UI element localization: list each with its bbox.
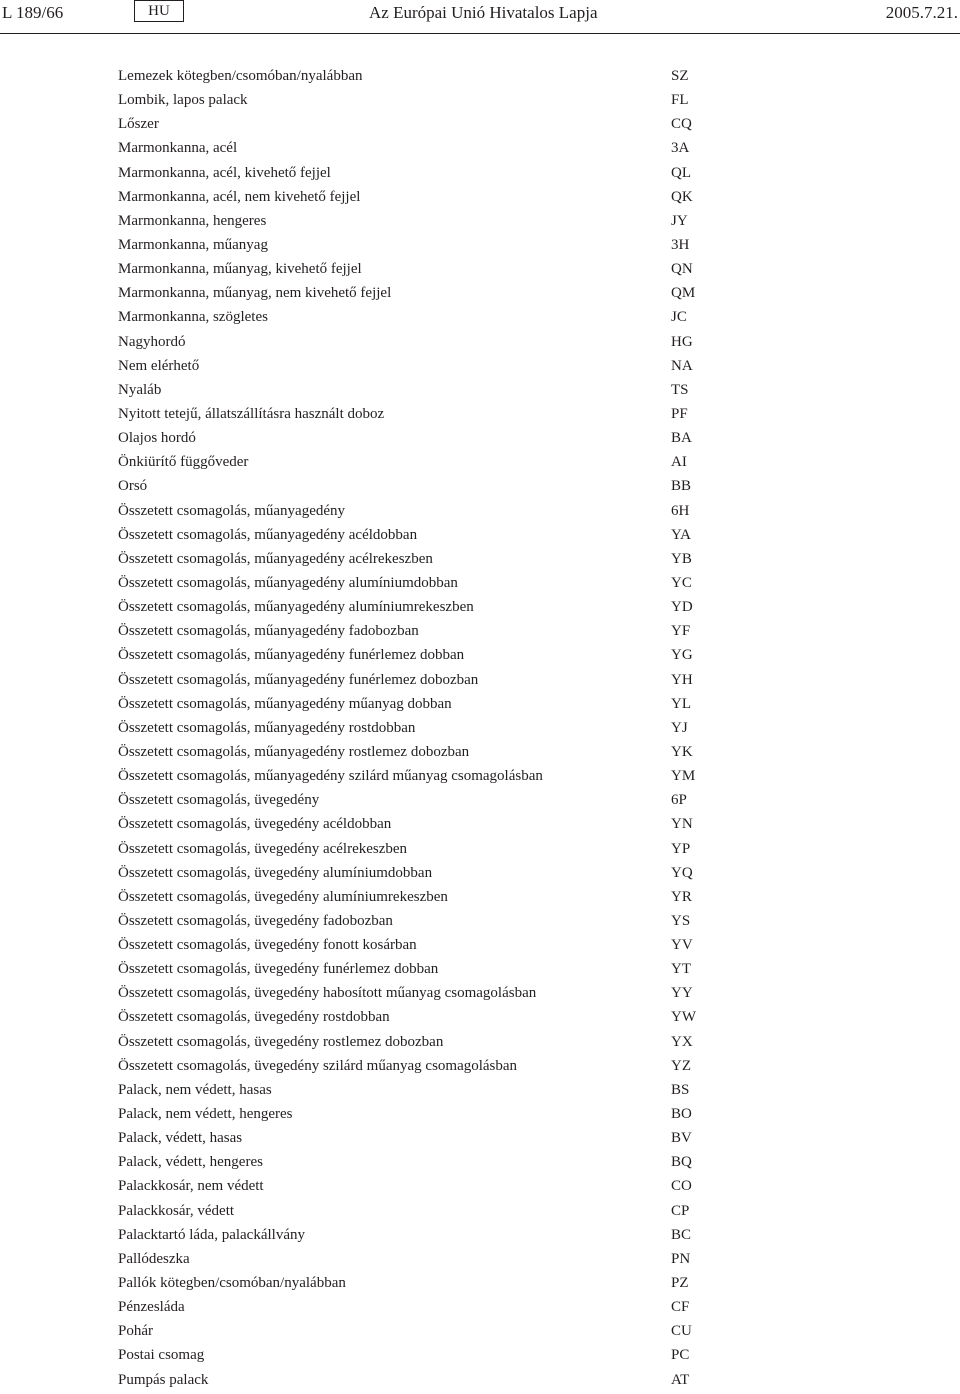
package-type-code: BO [671, 1106, 692, 1123]
package-type-name: Összetett csomagolás, műanyagedény fadobozban [118, 623, 419, 640]
list-item [0, 766, 960, 790]
package-type-code: YY [671, 985, 693, 1002]
package-type-code: BC [671, 1226, 692, 1243]
package-type-code: YR [671, 888, 692, 905]
package-type-name: Palackkosár, védett [118, 1202, 235, 1219]
package-type-name: Összetett csomagolás, üvegedény szilárd műanyag csomagolásban [118, 1057, 518, 1074]
package-type-name: Lombik, lapos palack [118, 92, 248, 109]
package-type-name: Pumpás palack [118, 1371, 209, 1388]
list-item [0, 959, 960, 983]
package-type-code: TS [671, 381, 689, 398]
package-type-name: Palack, védett, hengeres [118, 1154, 263, 1171]
header-divider [0, 33, 960, 34]
package-type-name: Összetett csomagolás, műanyagedény alumíniumrekeszben [118, 599, 474, 616]
page-reference: L 189/66 [2, 3, 64, 22]
package-type-name: Önkiürítő függőveder [118, 454, 249, 471]
package-type-code: SZ [671, 68, 689, 84]
package-type-code: PZ [671, 1275, 689, 1292]
list-item [0, 1273, 960, 1297]
package-type-name: Összetett csomagolás, üvegedény alumíniumdobban [118, 864, 433, 881]
package-type-code: YS [671, 912, 691, 929]
package-type-code: BA [671, 430, 692, 447]
package-type-name: Összetett csomagolás, műanyagedény rostdobban [118, 719, 416, 736]
package-type-code: CO [671, 1178, 692, 1195]
package-type-name: Pallók kötegben/csomóban/nyalábban [118, 1275, 346, 1292]
package-type-name: Olajos hordó [118, 430, 196, 447]
list-item [0, 645, 960, 669]
package-type-code: YW [671, 1009, 696, 1026]
package-type-name: Összetett csomagolás, műanyagedény funérlemez dobozban [118, 671, 479, 688]
package-type-code: YH [671, 671, 693, 688]
package-type-name: Összetett csomagolás, műanyagedény szilárd műanyag csomagolásban [118, 768, 543, 785]
package-type-name: Palack, védett, hasas [118, 1130, 243, 1147]
package-type-name: Lemezek kötegben/csomóban/nyalábban [118, 68, 363, 84]
package-type-code: CU [671, 1323, 692, 1340]
package-type-code: FL [671, 92, 689, 109]
list-item [0, 1176, 960, 1200]
package-type-code: YC [671, 574, 692, 591]
package-type-code: 3A [671, 140, 690, 157]
packaging-code-list [0, 66, 960, 1394]
package-type-name: Palackkosár, nem védett [118, 1178, 264, 1195]
list-item [0, 138, 960, 162]
package-type-code: PN [671, 1250, 691, 1267]
journal-title: Az Európai Unió Hivatalos Lapja [369, 3, 598, 22]
list-item [0, 911, 960, 935]
list-item [0, 66, 960, 90]
package-type-name: Orsó [118, 478, 148, 495]
package-type-code: YZ [671, 1057, 691, 1074]
package-type-name: Marmonkanna, szögletes [118, 309, 268, 326]
package-type-code: BQ [671, 1154, 692, 1171]
list-item [0, 1032, 960, 1056]
package-type-code: YM [671, 768, 696, 785]
package-type-name: Összetett csomagolás, üvegedény fonott kosárban [118, 937, 417, 954]
list-item [0, 356, 960, 380]
language-badge: HU [134, 0, 184, 22]
package-type-code: YB [671, 550, 692, 567]
package-type-code: YJ [671, 719, 688, 736]
package-type-name: Összetett csomagolás, üvegedény funérlemez dobban [118, 961, 439, 978]
package-type-name: Pohár [118, 1323, 153, 1340]
package-type-name: Palack, nem védett, hasas [118, 1081, 272, 1098]
list-item [0, 307, 960, 331]
package-type-name: Összetett csomagolás, műanyagedény rostlemez dobozban [118, 743, 470, 760]
package-type-name: Összetett csomagolás, műanyagedény alumíniumdobban [118, 574, 458, 591]
list-item [0, 1080, 960, 1104]
list-item [0, 1345, 960, 1369]
package-type-code: CQ [671, 116, 692, 133]
package-type-name: Összetett csomagolás, üvegedény [118, 792, 320, 809]
list-item [0, 1249, 960, 1273]
package-type-code: JC [671, 309, 687, 326]
package-type-code: QN [671, 261, 693, 278]
list-item [0, 1007, 960, 1031]
list-item [0, 1201, 960, 1225]
list-item [0, 1056, 960, 1080]
package-type-name: Összetett csomagolás, műanyagedény funérlemez dobban [118, 647, 465, 664]
list-item [0, 1104, 960, 1128]
list-item [0, 573, 960, 597]
package-type-code: YF [671, 623, 691, 640]
package-type-code: NA [671, 357, 693, 374]
package-type-code: QM [671, 285, 696, 302]
list-item [0, 1225, 960, 1249]
package-type-code: CF [671, 1299, 690, 1316]
list-item [0, 1370, 960, 1394]
package-type-code: BV [671, 1130, 692, 1147]
package-type-code: AI [671, 454, 687, 471]
list-item [0, 1297, 960, 1321]
list-item [0, 476, 960, 500]
package-type-code: YK [671, 743, 693, 760]
list-item [0, 90, 960, 114]
list-item [0, 814, 960, 838]
list-item [0, 863, 960, 887]
list-item [0, 935, 960, 959]
list-item [0, 404, 960, 428]
package-type-code: YN [671, 816, 693, 833]
package-type-code: CP [671, 1202, 690, 1219]
package-type-name: Összetett csomagolás, műanyagedény [118, 502, 346, 519]
package-type-name: Marmonkanna, műanyag, nem kivehető fejjel [118, 285, 392, 302]
list-item [0, 983, 960, 1007]
list-item [0, 163, 960, 187]
package-type-name: Pénzesláda [118, 1299, 185, 1316]
list-item [0, 549, 960, 573]
package-type-name: Összetett csomagolás, üvegedény alumíniumrekeszben [118, 888, 448, 905]
package-type-name: Palacktartó láda, palackállvány [118, 1226, 305, 1243]
package-type-code: QK [671, 188, 693, 205]
list-item [0, 501, 960, 525]
list-item [0, 621, 960, 645]
package-type-name: Marmonkanna, műanyag, kivehető fejjel [118, 261, 362, 278]
package-type-name: Összetett csomagolás, üvegedény rostdobban [118, 1009, 390, 1026]
package-type-name: Nem elérhető [118, 357, 200, 374]
list-item [0, 670, 960, 694]
package-type-code: YD [671, 599, 693, 616]
package-type-name: Marmonkanna, műanyag [118, 236, 268, 253]
page-header [0, 0, 960, 32]
package-type-name: Marmonkanna, acél [118, 140, 238, 157]
package-type-code: 6P [671, 792, 687, 809]
package-type-code: 6H [671, 502, 690, 519]
list-item [0, 887, 960, 911]
package-type-name: Marmonkanna, acél, kivehető fejjel [118, 164, 331, 181]
package-type-name: Összetett csomagolás, műanyagedény műanyag dobban [118, 695, 452, 712]
package-type-code: YT [671, 961, 691, 978]
package-type-code: QL [671, 164, 691, 181]
list-item [0, 332, 960, 356]
package-type-code: PC [671, 1347, 690, 1364]
list-item [0, 187, 960, 211]
list-item [0, 259, 960, 283]
package-type-name: Összetett csomagolás, üvegedény habosított műanyag csomagolásban [118, 985, 537, 1002]
list-item [0, 790, 960, 814]
package-type-code: YG [671, 647, 693, 664]
list-item [0, 211, 960, 235]
publication-date: 2005.7.21. [885, 3, 958, 22]
package-type-code: YX [671, 1033, 693, 1050]
list-item [0, 694, 960, 718]
list-item [0, 742, 960, 766]
list-item [0, 452, 960, 476]
package-type-name: Palack, nem védett, hengeres [118, 1106, 293, 1123]
list-item [0, 1128, 960, 1152]
package-type-name: Marmonkanna, acél, nem kivehető fejjel [118, 188, 361, 205]
list-item [0, 1152, 960, 1176]
package-type-code: AT [671, 1371, 690, 1388]
package-type-code: BS [671, 1081, 690, 1098]
package-type-name: Összetett csomagolás, üvegedény acéldobban [118, 816, 392, 833]
package-type-name: Lőszer [118, 116, 159, 133]
package-type-name: Összetett csomagolás, üvegedény fadobozban [118, 912, 393, 929]
list-item [0, 235, 960, 259]
package-type-name: Összetett csomagolás, műanyagedény acélrekeszben [118, 550, 433, 567]
package-type-name: Összetett csomagolás, üvegedény acélrekeszben [118, 840, 408, 857]
list-item [0, 839, 960, 863]
package-type-code: 3H [671, 236, 690, 253]
list-item [0, 428, 960, 452]
package-type-name: Nagyhordó [118, 333, 186, 350]
package-type-name: Marmonkanna, hengeres [118, 212, 267, 229]
package-type-code: HG [671, 333, 693, 350]
package-type-code: YL [671, 695, 691, 712]
package-type-code: YP [671, 840, 691, 857]
list-item [0, 114, 960, 138]
list-item [0, 1321, 960, 1345]
list-item [0, 525, 960, 549]
package-type-code: YV [671, 937, 693, 954]
package-type-code: YQ [671, 864, 693, 881]
list-item [0, 718, 960, 742]
list-item [0, 283, 960, 307]
package-type-name: Nyaláb [118, 381, 162, 398]
package-type-name: Pallódeszka [118, 1250, 190, 1267]
package-type-code: YA [671, 526, 692, 543]
list-item [0, 380, 960, 404]
list-item [0, 597, 960, 621]
package-type-name: Összetett csomagolás, üvegedény rostlemez dobozban [118, 1033, 444, 1050]
package-type-name: Nyitott tetejű, állatszállításra használt doboz [118, 405, 385, 422]
package-type-code: PF [671, 405, 688, 422]
package-type-name: Postai csomag [118, 1347, 205, 1364]
package-type-code: BB [671, 478, 692, 495]
package-type-code: JY [671, 212, 688, 229]
package-type-name: Összetett csomagolás, műanyagedény acéldobban [118, 526, 418, 543]
